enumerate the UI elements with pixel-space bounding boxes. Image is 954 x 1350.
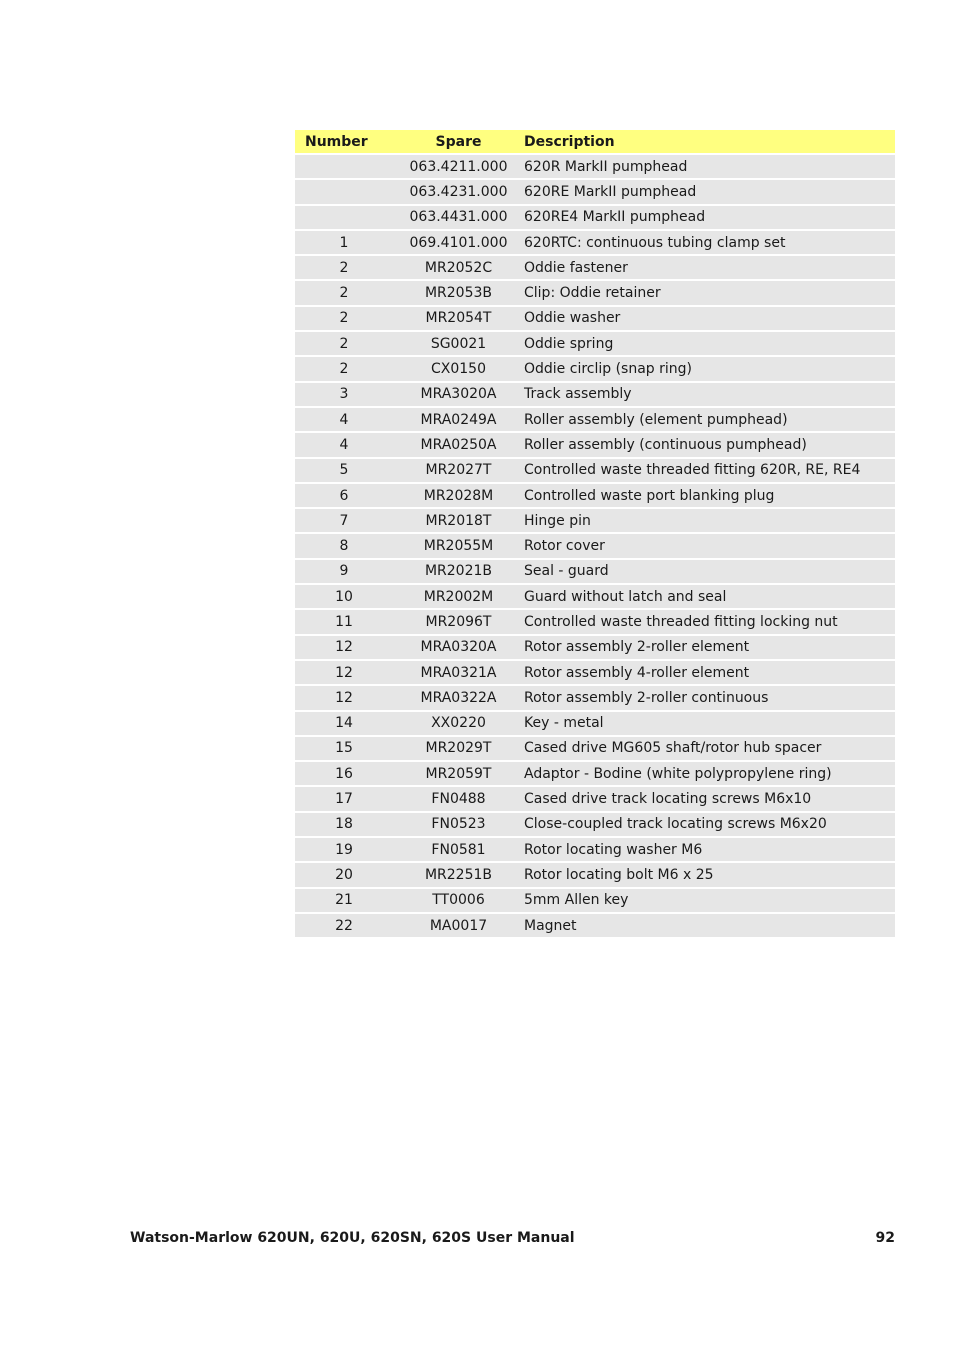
- cell-spare: MR2052C: [393, 256, 524, 279]
- table-row: [295, 610, 895, 633]
- cell-spare: MR2053B: [393, 281, 524, 304]
- table-row: [295, 889, 895, 912]
- spares-table: [295, 128, 895, 939]
- table-row: [295, 509, 895, 532]
- cell-number: 1: [295, 231, 393, 254]
- cell-number: [295, 180, 393, 203]
- cell-description: Cased drive MG605 shaft/rotor hub spacer: [524, 737, 895, 760]
- cell-spare: MR2059T: [393, 762, 524, 785]
- cell-number: 14: [295, 712, 393, 735]
- cell-number: 8: [295, 534, 393, 557]
- footer-manual-title: Watson-Marlow 620UN, 620U, 620SN, 620S User Manual: [130, 1230, 575, 1246]
- cell-description: Oddie circlip (snap ring): [524, 357, 895, 380]
- column-header-description: Description: [524, 130, 895, 153]
- table-row: [295, 686, 895, 709]
- cell-spare: FN0488: [393, 787, 524, 810]
- cell-description: Controlled waste port blanking plug: [524, 484, 895, 507]
- cell-spare: MR2055M: [393, 534, 524, 557]
- cell-description: Key - metal: [524, 712, 895, 735]
- cell-spare: FN0581: [393, 838, 524, 861]
- cell-number: 21: [295, 889, 393, 912]
- column-header-spare: Spare: [393, 130, 524, 153]
- table-row: [295, 712, 895, 735]
- cell-description: Cased drive track locating screws M6x10: [524, 787, 895, 810]
- cell-description: Hinge pin: [524, 509, 895, 532]
- cell-spare: MR2027T: [393, 459, 524, 482]
- table-row: [295, 180, 895, 203]
- cell-number: 2: [295, 332, 393, 355]
- table-row: [295, 787, 895, 810]
- cell-number: 19: [295, 838, 393, 861]
- cell-number: 2: [295, 307, 393, 330]
- cell-number: 16: [295, 762, 393, 785]
- cell-description: Clip: Oddie retainer: [524, 281, 895, 304]
- cell-spare: MRA0321A: [393, 661, 524, 684]
- cell-spare: MR2018T: [393, 509, 524, 532]
- cell-spare: 063.4431.000: [393, 206, 524, 229]
- cell-number: 11: [295, 610, 393, 633]
- table-row: [295, 206, 895, 229]
- cell-spare: FN0523: [393, 813, 524, 836]
- cell-description: 620RE MarkII pumphead: [524, 180, 895, 203]
- cell-spare: XX0220: [393, 712, 524, 735]
- cell-spare: MRA0322A: [393, 686, 524, 709]
- cell-number: 20: [295, 863, 393, 886]
- cell-spare: MR2021B: [393, 560, 524, 583]
- cell-spare: 063.4231.000: [393, 180, 524, 203]
- cell-number: 12: [295, 636, 393, 659]
- cell-number: 6: [295, 484, 393, 507]
- cell-spare: MRA3020A: [393, 383, 524, 406]
- cell-number: [295, 155, 393, 178]
- cell-number: [295, 206, 393, 229]
- cell-description: Track assembly: [524, 383, 895, 406]
- cell-number: 2: [295, 256, 393, 279]
- cell-description: Seal - guard: [524, 560, 895, 583]
- table-row: [295, 762, 895, 785]
- table-row: [295, 585, 895, 608]
- table-row: [295, 737, 895, 760]
- cell-number: 4: [295, 408, 393, 431]
- cell-description: Guard without latch and seal: [524, 585, 895, 608]
- cell-number: 15: [295, 737, 393, 760]
- cell-description: 620R MarkII pumphead: [524, 155, 895, 178]
- cell-spare: MRA0249A: [393, 408, 524, 431]
- cell-spare: CX0150: [393, 357, 524, 380]
- cell-description: 620RTC: continuous tubing clamp set: [524, 231, 895, 254]
- cell-number: 5: [295, 459, 393, 482]
- cell-description: Close-coupled track locating screws M6x20: [524, 813, 895, 836]
- cell-description: Rotor cover: [524, 534, 895, 557]
- table-row: [295, 281, 895, 304]
- cell-description: 620RE4 MarkII pumphead: [524, 206, 895, 229]
- cell-description: Magnet: [524, 914, 895, 937]
- cell-description: Rotor assembly 2-roller continuous: [524, 686, 895, 709]
- table-row: [295, 813, 895, 836]
- cell-number: 17: [295, 787, 393, 810]
- cell-number: 18: [295, 813, 393, 836]
- cell-description: Oddie spring: [524, 332, 895, 355]
- table-header-row: [295, 130, 895, 153]
- table-row: [295, 838, 895, 861]
- cell-description: Oddie fastener: [524, 256, 895, 279]
- cell-description: Oddie washer: [524, 307, 895, 330]
- cell-number: 2: [295, 281, 393, 304]
- table-row: [295, 560, 895, 583]
- cell-number: 12: [295, 661, 393, 684]
- cell-description: 5mm Allen key: [524, 889, 895, 912]
- cell-description: Roller assembly (continuous pumphead): [524, 433, 895, 456]
- cell-number: 22: [295, 914, 393, 937]
- cell-description: Roller assembly (element pumphead): [524, 408, 895, 431]
- column-header-number: Number: [295, 130, 393, 153]
- cell-spare: 063.4211.000: [393, 155, 524, 178]
- table-row: [295, 357, 895, 380]
- cell-spare: MR2002M: [393, 585, 524, 608]
- cell-number: 9: [295, 560, 393, 583]
- table-row: [295, 484, 895, 507]
- table-row: [295, 863, 895, 886]
- table-row: [295, 408, 895, 431]
- cell-description: Rotor locating bolt M6 x 25: [524, 863, 895, 886]
- cell-spare: MRA0320A: [393, 636, 524, 659]
- cell-number: 4: [295, 433, 393, 456]
- cell-number: 7: [295, 509, 393, 532]
- cell-spare: MRA0250A: [393, 433, 524, 456]
- table-row: [295, 636, 895, 659]
- cell-spare: SG0021: [393, 332, 524, 355]
- cell-description: Rotor assembly 4-roller element: [524, 661, 895, 684]
- cell-description: Rotor locating washer M6: [524, 838, 895, 861]
- table-row: [295, 459, 895, 482]
- cell-number: 3: [295, 383, 393, 406]
- table-row: [295, 534, 895, 557]
- cell-spare: MR2054T: [393, 307, 524, 330]
- table-row: [295, 914, 895, 937]
- table-row: [295, 307, 895, 330]
- cell-spare: MA0017: [393, 914, 524, 937]
- cell-description: Controlled waste threaded fitting locking nut: [524, 610, 895, 633]
- cell-spare: MR2096T: [393, 610, 524, 633]
- table-row: [295, 155, 895, 178]
- cell-spare: MR2028M: [393, 484, 524, 507]
- cell-spare: MR2029T: [393, 737, 524, 760]
- table-row: [295, 661, 895, 684]
- footer-page-number: 92: [875, 1230, 895, 1246]
- table-row: [295, 433, 895, 456]
- table-row: [295, 256, 895, 279]
- cell-description: Rotor assembly 2-roller element: [524, 636, 895, 659]
- table-body: [295, 155, 895, 937]
- cell-spare: 069.4101.000: [393, 231, 524, 254]
- cell-description: Adaptor - Bodine (white polypropylene ring): [524, 762, 895, 785]
- cell-description: Controlled waste threaded fitting 620R, RE, RE4: [524, 459, 895, 482]
- cell-number: 10: [295, 585, 393, 608]
- cell-number: 12: [295, 686, 393, 709]
- table-row: [295, 383, 895, 406]
- table-row: [295, 332, 895, 355]
- cell-number: 2: [295, 357, 393, 380]
- cell-spare: MR2251B: [393, 863, 524, 886]
- cell-spare: TT0006: [393, 889, 524, 912]
- table-row: [295, 231, 895, 254]
